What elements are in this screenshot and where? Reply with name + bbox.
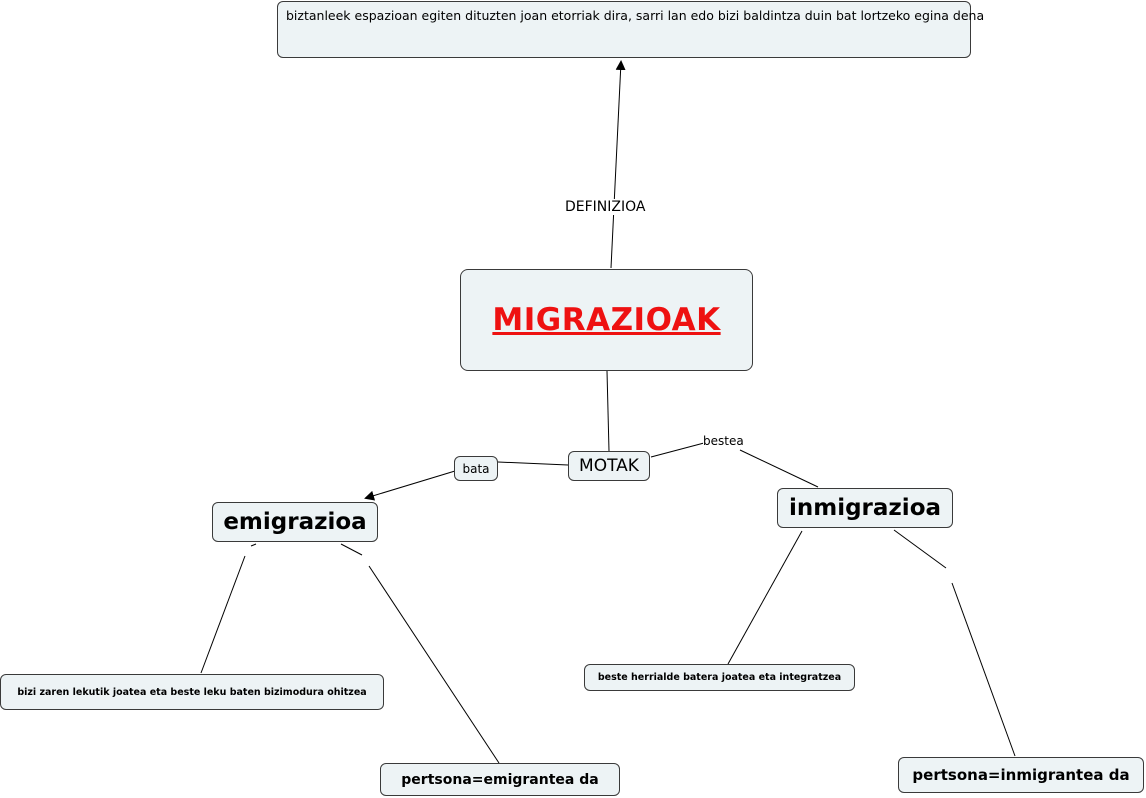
- types-node[interactable]: [568, 451, 650, 481]
- connector-emigrazioa-to-definition: [251, 544, 256, 546]
- connector-emigrazioa-to-definition-lower: [201, 556, 245, 673]
- connector-inmigrazioa-to-definition: [728, 531, 802, 664]
- definition-text: biztanleek espazioan egiten dituzten joan etorriak dira, sarri lan edo bizi baldintza duin bat lortzeko egina dena: [286, 8, 985, 23]
- connector-motak-to-bestea: [651, 443, 704, 457]
- connector-emigrazioa-to-person: [341, 544, 362, 555]
- inmigrazioa-person-node[interactable]: [898, 757, 1144, 793]
- inmigrazioa-definition-node[interactable]: [584, 664, 855, 691]
- types-label: MOTAK: [579, 456, 639, 476]
- connector-inmigrazioa-to-person-lower: [952, 583, 1015, 756]
- connector-main-to-motak: [607, 371, 609, 451]
- inmigrazioa-person-text: pertsona=inmigrantea da: [912, 766, 1130, 784]
- link-label-bestea: bestea: [703, 434, 744, 448]
- bata-label: bata: [462, 461, 490, 476]
- emigrazioa-node[interactable]: [212, 502, 378, 542]
- inmigrazioa-node[interactable]: [777, 488, 953, 528]
- main-concept-node[interactable]: [460, 269, 753, 371]
- link-node-bata[interactable]: [454, 456, 498, 481]
- connector-emigrazioa-to-person-lower: [369, 566, 499, 763]
- definition-node[interactable]: [277, 1, 985, 58]
- emigrazioa-person-text: pertsona=emigrantea da: [401, 771, 599, 788]
- connector-inmigrazioa-to-person: [894, 530, 946, 568]
- main-title: MIGRAZIOAK: [492, 302, 721, 338]
- emigrazioa-person-node[interactable]: [380, 763, 620, 796]
- connector-motak-to-bata: [498, 462, 568, 465]
- emigrazioa-definition-text: bizi zaren lekutik joatea eta beste leku baten bizimodura ohitzea: [17, 686, 367, 698]
- inmigrazioa-label: inmigrazioa: [788, 495, 942, 521]
- connector-bestea-to-inmigrazioa: [740, 450, 818, 487]
- link-label-definizioa: DEFINIZIOA: [565, 199, 646, 215]
- emigrazioa-definition-node[interactable]: [0, 674, 384, 710]
- inmigrazioa-definition-text: beste herrialde batera joatea eta integratzea: [597, 672, 842, 683]
- emigrazioa-label: emigrazioa: [223, 509, 367, 535]
- connector-main-to-definition: [611, 62, 621, 268]
- connector-bata-to-emigrazioa: [366, 471, 455, 498]
